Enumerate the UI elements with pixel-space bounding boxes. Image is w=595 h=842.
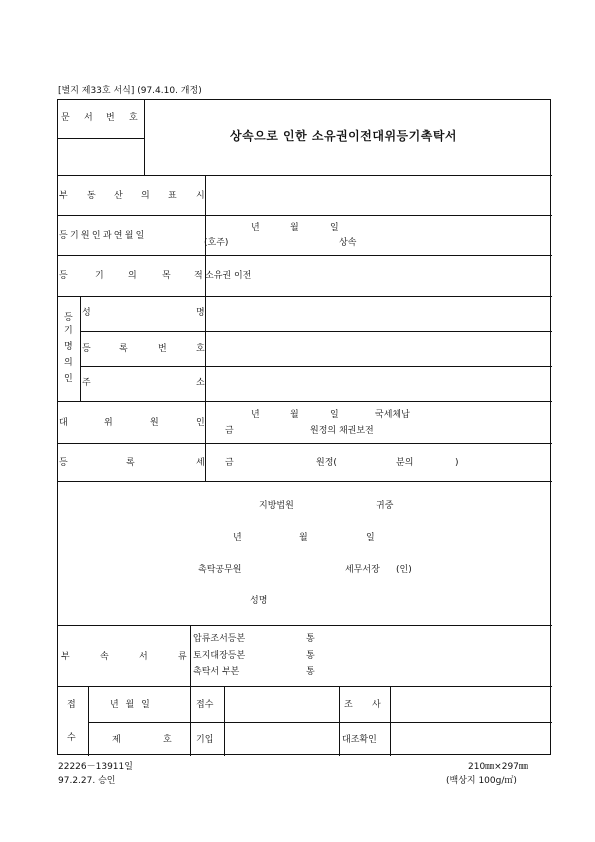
attach-item-name: 토지대장등본 xyxy=(193,651,246,661)
receipt-date-label: 년 월 일 xyxy=(110,700,152,710)
divider xyxy=(58,481,552,482)
document-title: 상속으로 인한 소유권이전대위등기촉탁서 xyxy=(230,129,458,143)
divider xyxy=(58,401,552,402)
attach-item-unit: 통 xyxy=(306,634,315,644)
cause-sangsok: 상속 xyxy=(339,238,357,248)
receipt-daejo-label: 대조확인 xyxy=(342,735,377,745)
cause-label: 등 기 원 인 과 연 월 일 xyxy=(59,231,145,241)
subrog-month: 월 xyxy=(290,410,299,420)
subrog-amount-prefix: 금 xyxy=(225,426,234,436)
seal-label: (인) xyxy=(396,565,412,575)
body-day: 일 xyxy=(366,533,375,543)
nominee-side-2: 기 xyxy=(64,326,73,336)
divider xyxy=(190,625,191,686)
gwiha-label: 귀중 xyxy=(376,501,394,511)
regtax-label-2: 록 xyxy=(126,458,135,468)
cause-month: 월 xyxy=(290,223,299,233)
divider xyxy=(80,296,81,401)
nominee-reg-label-2: 록 xyxy=(119,344,128,354)
divider xyxy=(88,722,552,723)
subrog-tax: 국세체납 xyxy=(375,410,410,420)
form-number: [별지 제33호 서식] (97.4.10. 개정) xyxy=(58,86,202,96)
subrog-year: 년 xyxy=(251,410,260,420)
regtax-label-1: 등 xyxy=(59,458,68,468)
attach-label-1: 부 xyxy=(61,652,70,662)
nominee-side-4: 의 xyxy=(64,358,73,368)
divider xyxy=(58,443,552,444)
nominee-name-label-1: 성 xyxy=(82,308,91,318)
divider xyxy=(58,138,144,139)
property-label-6: 시 xyxy=(196,191,205,201)
body-month: 월 xyxy=(299,533,308,543)
footer-paper-type: (백상지 100g/㎡) xyxy=(446,776,517,786)
attach-item-unit: 통 xyxy=(306,651,315,661)
subrog-amount-suffix: 원정의 채권보전 xyxy=(310,426,374,436)
footer-paper-size: 210㎜×297㎜ xyxy=(468,762,528,772)
footer-approval: 97.2.27. 승인 xyxy=(58,776,116,786)
regtax-amount-suffix: 원정( xyxy=(316,458,337,468)
property-label-4: 의 xyxy=(141,191,150,201)
regtax-part: 분의 xyxy=(396,458,414,468)
regtax-label-3: 세 xyxy=(196,458,205,468)
cause-day: 일 xyxy=(330,223,339,233)
divider xyxy=(390,686,391,756)
divider xyxy=(58,686,552,687)
doc-number-label-4: 호 xyxy=(129,113,138,123)
purpose-label-3: 의 xyxy=(128,271,137,281)
property-label-3: 산 xyxy=(114,191,123,201)
regtax-close: ) xyxy=(455,458,459,468)
nominee-addr-label-1: 주 xyxy=(82,378,91,388)
subrog-label-1: 대 xyxy=(59,418,68,428)
nominee-reg-label-3: 번 xyxy=(158,344,167,354)
attach-item-unit: 통 xyxy=(306,667,315,677)
divider xyxy=(339,686,340,756)
divider xyxy=(88,686,89,756)
nominee-side-1: 등 xyxy=(64,313,73,323)
receipt-josa-label-2: 사 xyxy=(372,700,381,710)
receipt-jeopsu-label: 접수 xyxy=(196,700,214,710)
subrog-day: 일 xyxy=(330,410,339,420)
nominee-reg-label-1: 등 xyxy=(82,344,91,354)
divider xyxy=(58,255,552,256)
cause-hoju: (호주) xyxy=(204,238,229,248)
subrog-label-3: 원 xyxy=(150,418,159,428)
signature-name-label: 성명 xyxy=(250,596,268,606)
tax-office-label: 세무서장 xyxy=(345,565,380,575)
body-year: 년 xyxy=(233,533,242,543)
doc-number-label-1: 문 xyxy=(61,113,70,123)
attach-label-2: 속 xyxy=(100,652,109,662)
nominee-name-label-2: 명 xyxy=(196,308,205,318)
divider xyxy=(58,296,552,297)
nominee-addr-label-2: 소 xyxy=(196,378,205,388)
attach-label-3: 서 xyxy=(139,652,148,662)
divider xyxy=(58,625,552,626)
subrog-label-2: 위 xyxy=(104,418,113,428)
regtax-amount-prefix: 금 xyxy=(225,458,234,468)
receipt-josa-label-1: 조 xyxy=(344,700,353,710)
purpose-label-4: 목 xyxy=(162,271,171,281)
divider xyxy=(190,686,191,756)
property-label-5: 표 xyxy=(168,191,177,201)
divider xyxy=(205,401,206,481)
purpose-label-2: 기 xyxy=(95,271,104,281)
divider xyxy=(80,366,552,367)
receipt-no-label-2: 호 xyxy=(163,735,172,745)
attach-item-name: 압류조서등본 xyxy=(193,634,246,644)
attach-label-4: 류 xyxy=(178,652,187,662)
purpose-label-1: 등 xyxy=(59,271,68,281)
divider xyxy=(144,100,145,175)
form-table xyxy=(57,99,551,755)
receipt-giip-label: 기입 xyxy=(196,735,214,745)
divider xyxy=(58,175,552,176)
nominee-reg-label-4: 호 xyxy=(196,344,205,354)
divider xyxy=(58,215,552,216)
subrog-label-4: 인 xyxy=(196,418,205,428)
doc-number-label-3: 번 xyxy=(106,113,115,123)
court-label: 지방법원 xyxy=(259,501,294,511)
purpose-value: 소유권 이전 xyxy=(205,271,252,281)
divider xyxy=(205,175,206,401)
divider xyxy=(80,331,552,332)
divider xyxy=(224,686,225,756)
property-label-2: 동 xyxy=(87,191,96,201)
receipt-side-1: 접 xyxy=(67,700,76,710)
property-label-1: 부 xyxy=(59,191,68,201)
receipt-no-label-1: 제 xyxy=(112,735,121,745)
purpose-label-5: 적 xyxy=(194,271,203,281)
cause-year: 년 xyxy=(251,223,260,233)
receipt-side-2: 수 xyxy=(67,733,76,743)
nominee-side-3: 명 xyxy=(64,342,73,352)
attach-item-name: 촉탁서 부본 xyxy=(193,667,240,677)
nominee-side-5: 인 xyxy=(64,374,73,384)
official-label: 촉탁공무원 xyxy=(198,565,242,575)
footer-code: 22226－13911일 xyxy=(58,762,133,772)
doc-number-label-2: 서 xyxy=(84,113,93,123)
